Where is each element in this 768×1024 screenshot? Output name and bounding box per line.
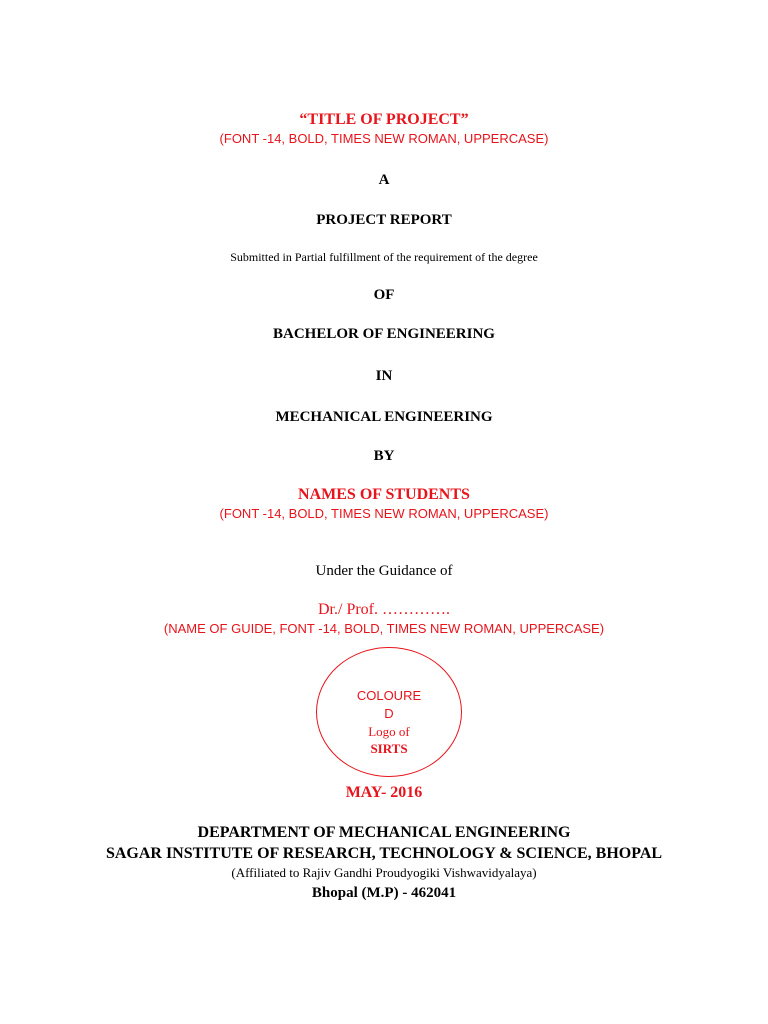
department-name: DEPARTMENT OF MECHANICAL ENGINEERING	[197, 824, 571, 841]
branch-name: MECHANICAL ENGINEERING	[275, 409, 493, 425]
institute-name: SAGAR INSTITUTE OF RESEARCH, TECHNOLOGY & SCIENCE, BHOPAL	[105, 845, 663, 862]
of-label: OF	[373, 287, 395, 303]
guide-font-note: (NAME OF GUIDE, FONT -14, BOLD, TIMES NEW ROMAN, UPPERCASE)	[163, 621, 605, 636]
project-title: “TITLE OF PROJECT”	[299, 111, 469, 128]
article-a: A	[378, 172, 390, 188]
submission-date: MAY- 2016	[345, 784, 423, 801]
logo-line-2: D	[384, 706, 394, 721]
logo-placeholder	[316, 647, 462, 777]
logo-line-3: Logo of	[368, 724, 410, 739]
by-label: BY	[373, 448, 395, 464]
logo-line-4: SIRTS	[370, 741, 408, 756]
students-font-note: (FONT -14, BOLD, TIMES NEW ROMAN, UPPERCASE)	[219, 506, 549, 521]
logo-line-1: COLOURE	[356, 688, 422, 703]
students-heading: NAMES OF STUDENTS	[298, 486, 470, 503]
affiliation-text: (Affiliated to Rajiv Gandhi Proudyogiki Vishwavidyalaya)	[231, 865, 537, 880]
address-text: Bhopal (M.P) - 462041	[311, 885, 457, 901]
report-heading: PROJECT REPORT	[316, 212, 452, 228]
submitted-text: Submitted in Partial fulfillment of the requirement of the degree	[230, 250, 538, 264]
guidance-label: Under the Guidance of	[315, 563, 453, 579]
degree-name: BACHELOR OF ENGINEERING	[273, 326, 495, 342]
in-label: IN	[375, 368, 393, 384]
guide-name: Dr./ Prof. ………….	[318, 601, 450, 618]
title-font-note: (FONT -14, BOLD, TIMES NEW ROMAN, UPPERCASE)	[219, 131, 549, 146]
